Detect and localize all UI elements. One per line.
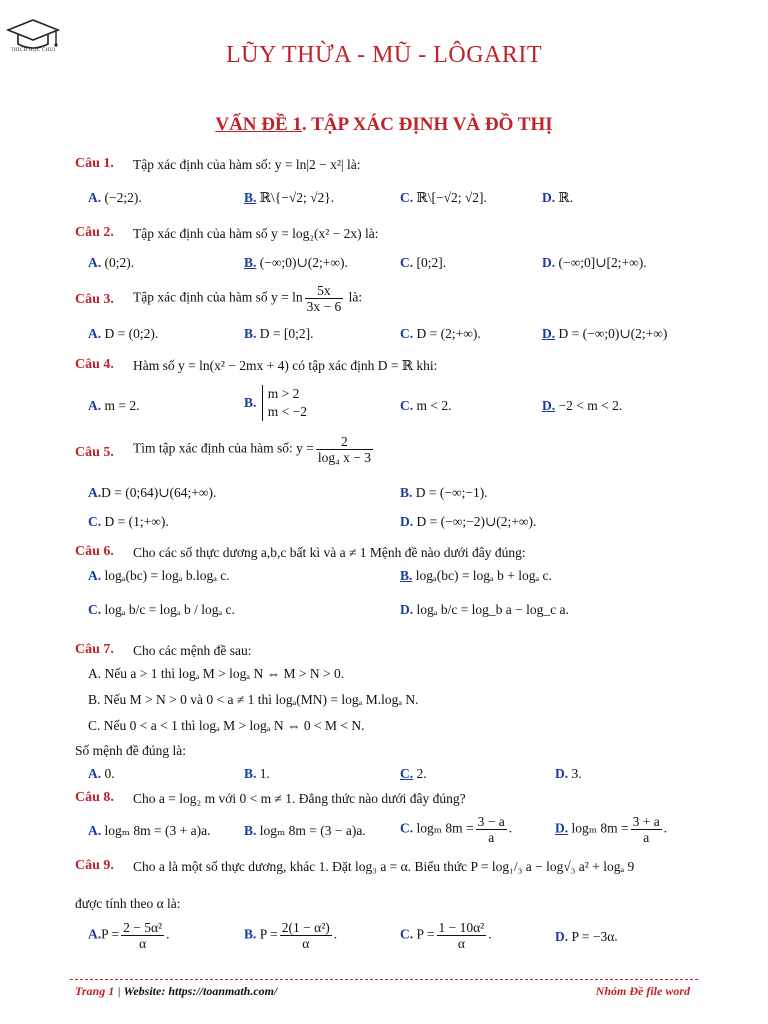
logo-text: THÍCH HỌC CHUI <box>10 48 56 53</box>
option-a: A. logₐ(bc) = logₐ b.logₐ c. <box>88 568 230 583</box>
page-title: LŨY THỪA - MŨ - LÔGARIT <box>225 42 543 68</box>
section-title-rest: . TẬP XÁC ĐỊNH VÀ ĐỒ THỊ <box>301 114 553 135</box>
question-label: Câu 2. <box>75 225 114 240</box>
option-c: C. m < 2. <box>400 398 452 413</box>
option-d: D. logₐ b/c = log_b a − log_c a. <box>400 602 569 617</box>
option-b: B. logₐ(bc) = logₐ b + logₐ c. <box>400 568 552 583</box>
section-title-prefix: VẤN ĐỀ 1 <box>215 114 302 135</box>
option-d: D. logₘ 8m = $\frac{3 + a}{a}$ . <box>555 814 668 845</box>
statement: A. Nếu a > 1 thì logₐ M > logₐ N ⇔ M > N > 0. <box>88 666 345 681</box>
option-d: D. (−∞;0]∪[2;+∞). <box>542 255 647 270</box>
question-text: Tập xác định của hàm số: y = ln|2 − x²| là: <box>133 157 361 172</box>
question-label: Câu 9. <box>75 858 114 873</box>
option-d: D. −2 < m < 2. <box>542 398 623 413</box>
option-c: C. D = (1;+∞). <box>88 514 169 529</box>
option-c: C. P = $\frac{\text{1 − 10α²}}{\alpha}$ . <box>400 920 492 951</box>
question-text: Tập xác định của hàm số y = log₂(x² − 2x) là: <box>133 226 379 241</box>
footer-group: Nhóm Đề file word <box>595 984 690 998</box>
footer-divider <box>70 979 698 980</box>
page-number: Trang 1 <box>75 984 115 998</box>
statement: C. Nếu 0 < a < 1 thì logₐ M > logₐ N ⇔ 0 < M < N. <box>88 718 365 733</box>
fraction: $\frac{5x}{3x - 6}$ <box>306 283 342 314</box>
fraction: $\frac{2}{\text{log₄ x − 3}}$ <box>317 434 372 465</box>
option-b: B. D = [0;2]. <box>244 326 314 341</box>
option-c: C. logₐ b/c = logₐ b / logₐ c. <box>88 602 235 617</box>
option-c: C. [0;2]. <box>400 255 447 270</box>
option-d: D. P = −3α. <box>555 929 618 944</box>
option-b: B. D = (−∞;−1). <box>400 485 488 500</box>
question-label: Câu 3. <box>75 292 114 307</box>
option-c: C. ℝ\[−√2; √2]. <box>400 190 487 205</box>
question-text: Tập xác định của hàm số y = ln $\frac{5x}{3x - 6}$ là: <box>133 283 363 314</box>
option-b: B. 1. <box>244 766 270 781</box>
option-b: B. logₘ 8m = (3 − a)a. <box>244 823 366 838</box>
question-label: Câu 7. <box>75 642 114 657</box>
question-text: Cho a là một số thực dương, khác 1. Đặt log₃ a = α. Biểu thức P = log₁/₃ a − log√₃ a² + logₐ 9 <box>133 859 635 874</box>
option-d: D. 3. <box>555 766 582 781</box>
option-b: B. P = $\frac{\text{2(1 − α²)}}{\alpha}$ . <box>244 920 338 951</box>
question-text: Cho các mệnh đề sau: <box>133 643 252 658</box>
option-d: D. ℝ. <box>542 190 574 205</box>
question-label: Câu 4. <box>75 357 114 372</box>
option-c: C. 2. <box>400 766 427 781</box>
question-label: Câu 6. <box>75 544 114 559</box>
question-text: Hàm số y = ln(x² − 2mx + 4) có tập xác định D = ℝ khi: <box>133 358 438 373</box>
option-a: A. logₘ 8m = (3 + a)a. <box>88 823 211 838</box>
option-a: A. m = 2. <box>88 398 140 413</box>
question-prompt: Số mệnh đề đúng là: <box>75 743 186 758</box>
question-text: Tìm tập xác định của hàm số: y = $\frac{2}{\text{log₄ x − 3}}$ <box>133 434 372 465</box>
option-d: D. D = (−∞;0)∪(2;+∞) <box>542 326 668 341</box>
option-a: A.P = $\frac{\text{2 − 5α²}}{\alpha}$ . <box>88 920 170 951</box>
section-title <box>0 114 768 136</box>
statement: B. Nếu M > N > 0 và 0 < a ≠ 1 thì logₐ(MN) = logₐ M.logₐ N. <box>88 692 419 707</box>
option-b: B. m > 2 m < −2 <box>244 386 307 419</box>
footer-left: Trang 1 | Website: https://toanmath.com/ <box>75 984 278 998</box>
question-label: Câu 5. <box>75 445 114 460</box>
option-b: B. ℝ\{−√2; √2}. <box>244 190 335 205</box>
question-text: Cho các số thực dương a,b,c bất kì và a ≠ 1 Mệnh đề nào dưới đây đúng: <box>133 545 526 560</box>
option-a: A.D = (0;64)∪(64;+∞). <box>88 485 217 500</box>
question-continuation: được tính theo α là: <box>75 896 181 911</box>
option-b: B. (−∞;0)∪(2;+∞). <box>244 255 348 270</box>
question-text: Cho a = log₂ m với 0 < m ≠ 1. Đẳng thức nào dưới đây đúng? <box>133 791 466 806</box>
option-a: A. (0;2). <box>88 255 135 270</box>
option-d: D. D = (−∞;−2)∪(2;+∞). <box>400 514 537 529</box>
option-a: A. D = (0;2). <box>88 326 159 341</box>
option-c: C. D = (2;+∞). <box>400 326 481 341</box>
option-a: A. 0. <box>88 766 115 781</box>
website-link[interactable]: Website: https://toanmath.com/ <box>123 984 278 998</box>
option-a: A. (−2;2). <box>88 190 142 205</box>
option-c: C. logₘ 8m = $\frac{3 - a}{a}$ . <box>400 814 513 845</box>
question-label: Câu 8. <box>75 790 114 805</box>
question-label: Câu 1. <box>75 156 114 171</box>
